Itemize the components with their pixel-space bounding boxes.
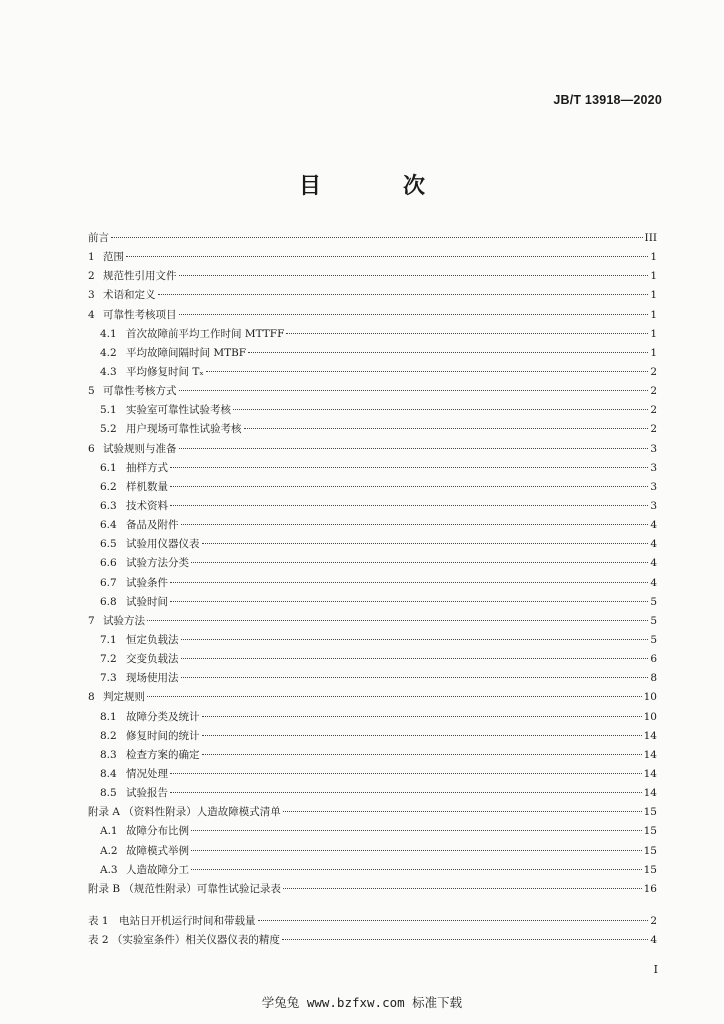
toc-label: 试验时间 (126, 595, 168, 608)
toc-number: A.1 (100, 825, 118, 838)
dot-leader (282, 939, 648, 940)
toc-entry[interactable] (88, 535, 657, 554)
toc-number: 6.7 (100, 576, 117, 589)
toc-page: 4 (650, 576, 657, 589)
toc-entry[interactable] (88, 382, 657, 401)
toc-number: 4.1 (100, 327, 117, 340)
page-number: I (653, 963, 658, 976)
dot-leader (248, 352, 648, 353)
toc-entry[interactable] (88, 401, 657, 420)
toc-entry[interactable] (88, 765, 657, 784)
toc-label: 恒定负载法 (126, 633, 179, 646)
toc-number: 6.6 (100, 557, 117, 570)
toc-entry[interactable] (88, 229, 657, 248)
toc-number: 7.2 (100, 653, 117, 666)
dot-leader (179, 275, 649, 276)
toc-page: 2 (650, 404, 657, 417)
toc-number: 6.1 (100, 461, 117, 474)
toc-number: 2 (88, 270, 95, 283)
dot-leader (170, 505, 648, 506)
toc-entry[interactable] (88, 784, 657, 803)
toc-number: 6.3 (100, 499, 117, 512)
dot-leader (179, 448, 649, 449)
table-list-label: 表 2 （实验室条件）相关仪器仪表的精度 (88, 934, 280, 947)
toc-page: 4 (650, 538, 657, 551)
toc-page: 14 (643, 748, 657, 761)
toc-entry[interactable] (88, 708, 657, 727)
toc-number: 8.2 (100, 729, 117, 742)
toc-label: 样机数量 (126, 480, 168, 493)
toc-number: 6.2 (100, 480, 117, 493)
toc-label: 技术资料 (126, 499, 168, 512)
toc-entry[interactable] (88, 286, 657, 305)
toc-number: 4 (88, 308, 95, 321)
toc-number: 8.4 (100, 767, 117, 780)
toc-page: 15 (643, 806, 657, 819)
toc-page: 10 (643, 710, 657, 723)
dot-leader (283, 888, 642, 889)
toc-entry[interactable] (88, 688, 657, 707)
toc-page: 14 (643, 729, 657, 742)
toc-page: 15 (643, 825, 657, 838)
toc-page: 1 (650, 308, 657, 321)
toc-page: 4 (650, 519, 657, 532)
dot-leader (158, 294, 649, 295)
toc-label: 用户现场可靠性试验考核 (126, 423, 242, 436)
toc-page: 1 (650, 327, 657, 340)
toc-label: 情况处理 (126, 767, 168, 780)
toc-label: 试验方法分类 (126, 557, 189, 570)
table-list-page: 4 (650, 934, 657, 947)
toc-number: A.2 (100, 844, 118, 857)
toc-label: 故障模式举例 (126, 844, 189, 857)
toc-entry[interactable] (88, 497, 657, 516)
toc-number: 5.2 (100, 423, 117, 436)
dot-leader (206, 371, 649, 372)
standard-code: JB/T 13918—2020 (553, 93, 662, 107)
toc-page: 1 (650, 289, 657, 302)
toc-page: 14 (643, 767, 657, 780)
toc-label: 术语和定义 (103, 289, 156, 302)
toc-page: 6 (650, 653, 657, 666)
toc-label: 故障分类及统计 (126, 710, 200, 723)
dot-leader (202, 754, 642, 755)
dot-leader (202, 543, 649, 544)
dot-leader (202, 735, 642, 736)
dot-leader (111, 237, 643, 238)
toc-entry[interactable] (88, 344, 657, 363)
toc-page: III (644, 232, 657, 244)
toc-number: A.3 (100, 863, 118, 876)
dot-leader (170, 773, 642, 774)
toc-entry[interactable] (88, 650, 657, 669)
table-of-contents (88, 229, 657, 899)
toc-entry[interactable] (88, 440, 657, 459)
dot-leader (170, 792, 642, 793)
toc-entry[interactable] (88, 669, 657, 688)
toc-entry[interactable] (88, 459, 657, 478)
toc-number: 5 (88, 385, 95, 398)
toc-label: 平均故障间隔时间 MTBF (126, 346, 247, 359)
toc-page: 2 (650, 365, 657, 378)
dot-leader (147, 620, 648, 621)
dot-leader (286, 333, 648, 334)
toc-label: 规范性引用文件 (103, 270, 177, 283)
toc-number: 8.5 (100, 787, 117, 800)
toc-label: 试验规则与准备 (103, 442, 177, 455)
toc-entry[interactable] (88, 842, 657, 861)
toc-label: 试验条件 (126, 576, 168, 589)
toc-page: 3 (650, 442, 657, 455)
toc-number: 8.3 (100, 748, 117, 761)
dot-leader (170, 467, 648, 468)
toc-entry[interactable] (88, 420, 657, 439)
toc-entry[interactable] (88, 306, 657, 325)
toc-entry[interactable] (88, 325, 657, 344)
toc-label: 人造故障分工 (126, 863, 189, 876)
table-list-entry[interactable] (88, 931, 657, 950)
dot-leader (258, 920, 649, 921)
table-list-entry[interactable] (88, 912, 657, 931)
toc-number: 8.1 (100, 710, 117, 723)
toc-label: 可靠性考核方式 (103, 385, 177, 398)
dot-leader (191, 830, 642, 831)
toc-page: 5 (650, 614, 657, 627)
toc-label: 前言 (88, 232, 109, 244)
dot-leader (244, 428, 649, 429)
toc-label: 备品及附件 (126, 519, 179, 532)
dot-leader (283, 811, 642, 812)
toc-entry[interactable] (88, 880, 657, 899)
toc-entry[interactable] (88, 593, 657, 612)
toc-label: 检查方案的确定 (126, 748, 200, 761)
toc-number: 5.1 (100, 404, 117, 417)
toc-entry[interactable] (88, 478, 657, 497)
toc-label: 试验用仪器仪表 (126, 538, 200, 551)
toc-number: 6.8 (100, 595, 117, 608)
dot-leader (181, 639, 649, 640)
dot-leader (147, 696, 642, 697)
dot-leader (181, 677, 649, 678)
dot-leader (126, 256, 648, 257)
toc-page: 15 (643, 844, 657, 857)
dot-leader (179, 314, 649, 315)
toc-label: 现场使用法 (126, 672, 179, 685)
toc-page: 1 (650, 251, 657, 264)
toc-number: 7.1 (100, 633, 117, 646)
toc-label: 故障分布比例 (126, 825, 189, 838)
toc-page: 8 (650, 672, 657, 685)
dot-leader (233, 409, 648, 410)
toc-page: 1 (650, 270, 657, 283)
toc-label: 实验室可靠性试验考核 (126, 404, 231, 417)
page-title: 目 次 (298, 174, 455, 199)
table-list-label: 表 1 电站日开机运行时间和带载量 (88, 915, 256, 927)
toc-number: 3 (88, 289, 95, 302)
toc-number: 6 (88, 442, 95, 455)
dot-leader (179, 390, 649, 391)
toc-number: 8 (88, 691, 95, 704)
toc-page: 16 (643, 882, 657, 895)
toc-entry[interactable] (88, 574, 657, 593)
toc-label: 试验报告 (126, 787, 168, 800)
toc-number: 6.5 (100, 538, 117, 551)
toc-page: 15 (643, 863, 657, 876)
toc-label: 附录 A （资料性附录）人造故障模式清单 (88, 806, 281, 819)
toc-entry[interactable] (88, 803, 657, 822)
toc-page: 14 (643, 787, 657, 800)
dot-leader (181, 524, 649, 525)
toc-label: 修复时间的统计 (126, 729, 200, 742)
toc-label: 平均修复时间 Tₓ (126, 365, 204, 378)
toc-page: 1 (650, 346, 657, 359)
toc-label: 试验方法 (103, 614, 145, 627)
toc-number: 6.4 (100, 519, 117, 532)
footer-watermark: 学兔兔 www.bzfxw.com 标准下载 (261, 995, 463, 1010)
toc-entry[interactable] (88, 612, 657, 631)
toc-label: 范围 (103, 251, 124, 264)
toc-entry[interactable] (88, 516, 657, 535)
toc-number: 4.3 (100, 365, 117, 378)
toc-entry[interactable] (88, 363, 657, 382)
toc-number: 1 (88, 251, 95, 264)
toc-entry[interactable] (88, 631, 657, 650)
toc-label: 首次故障前平均工作时间 MTTFF (126, 327, 285, 340)
dot-leader (191, 562, 648, 563)
dot-leader (170, 582, 648, 583)
toc-label: 抽样方式 (126, 461, 168, 474)
toc-entry[interactable] (88, 861, 657, 880)
toc-page: 3 (650, 480, 657, 493)
toc-page: 10 (643, 691, 657, 704)
toc-label: 可靠性考核项目 (103, 308, 177, 321)
toc-entry[interactable] (88, 746, 657, 765)
toc-label: 附录 B （规范性附录）可靠性试验记录表 (88, 882, 281, 895)
toc-page: 5 (650, 595, 657, 608)
toc-page: 3 (650, 461, 657, 474)
list-of-tables (88, 912, 657, 950)
toc-entry[interactable] (88, 727, 657, 746)
dot-leader (202, 716, 642, 717)
dot-leader (181, 658, 649, 659)
dot-leader (170, 601, 648, 602)
dot-leader (191, 869, 642, 870)
toc-page: 2 (650, 423, 657, 436)
toc-entry[interactable] (88, 248, 657, 267)
toc-label: 判定规则 (103, 691, 145, 704)
table-list-page: 2 (650, 915, 657, 927)
dot-leader (191, 850, 642, 851)
toc-entry[interactable] (88, 267, 657, 286)
toc-page: 4 (650, 557, 657, 570)
toc-number: 4.2 (100, 346, 117, 359)
toc-page: 5 (650, 633, 657, 646)
toc-entry[interactable] (88, 554, 657, 573)
toc-label: 交变负载法 (126, 653, 179, 666)
toc-number: 7 (88, 614, 95, 627)
toc-page: 3 (650, 499, 657, 512)
dot-leader (170, 486, 648, 487)
toc-number: 7.3 (100, 672, 117, 685)
toc-entry[interactable] (88, 822, 657, 841)
toc-page: 2 (650, 385, 657, 398)
